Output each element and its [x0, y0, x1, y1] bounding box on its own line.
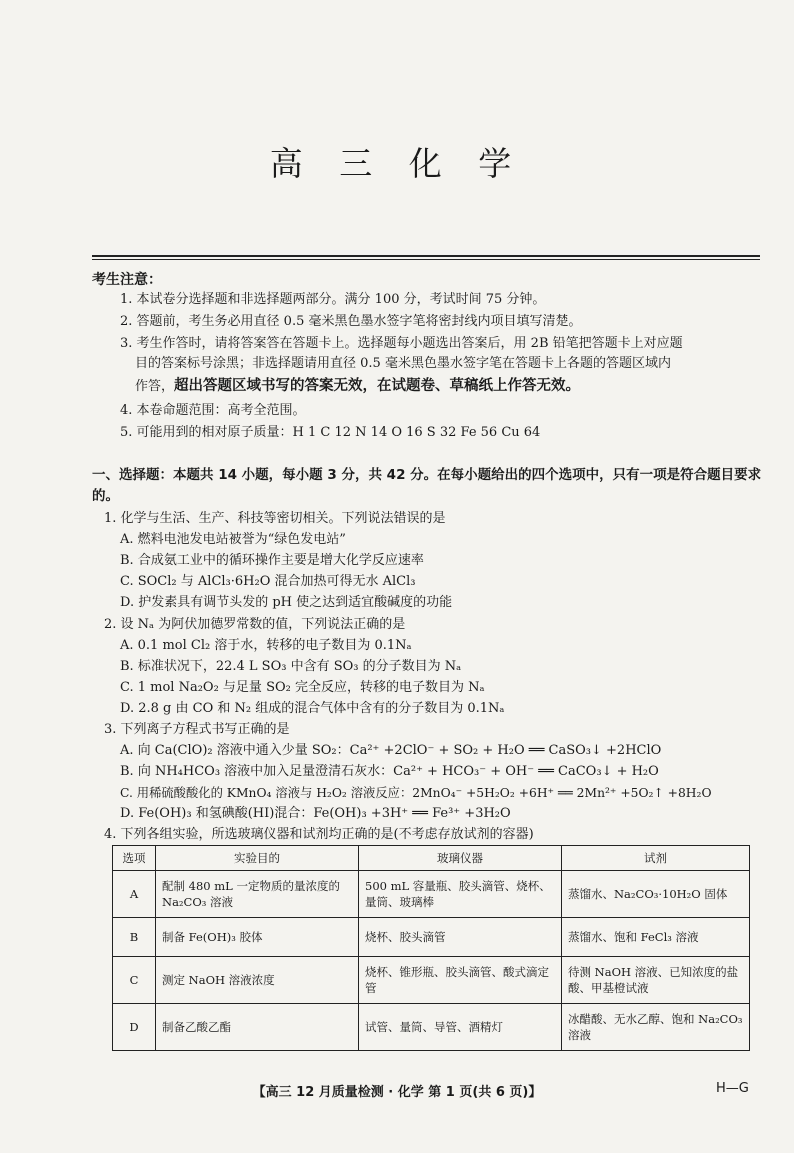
notice-item-2: 2. 答题前，考生务必用直径 0.5 毫米黑色墨水签字笔将密封线内项目填写清楚。	[120, 314, 582, 329]
table-cell: 蒸馏水、Na₂CO₃·10H₂O 固体	[562, 871, 750, 918]
q4-stem: 4. 下列各组实验，所选玻璃仪器和试剂均正确的是(不考虑存放试剂的容器)	[104, 827, 534, 842]
table-cell: 制备 Fe(OH)₃ 胶体	[156, 918, 359, 957]
section-heading: 一、选择题：本题共 14 小题，每小题 3 分，共 42 分。在每小题给出的四个选项中，只有一项是符合题目要求的。	[92, 467, 762, 504]
q2-option-a: A. 0.1 mol Cl₂ 溶于水，转移的电子数目为 0.1Nₐ	[120, 638, 412, 653]
table-cell: 冰醋酸、无水乙醇、饱和 Na₂CO₃ 溶液	[562, 1004, 750, 1051]
q4-options-table	[112, 845, 750, 1051]
q1-option-a: A. 燃料电池发电站被誉为“绿色发电站”	[120, 532, 346, 547]
table-cell: 试管、量筒、导管、酒精灯	[359, 1004, 562, 1051]
notice-item-3-tail-text: 作答，	[135, 379, 175, 394]
header-rule	[92, 255, 760, 257]
table-cell: 制备乙酸乙酯	[156, 1004, 359, 1051]
table-cell: D	[113, 1004, 156, 1051]
table-cell: 500 mL 容量瓶、胶头滴管、烧杯、量筒、玻璃棒	[359, 871, 562, 918]
notice-item-3-bold: 超出答题区域书写的答案无效，在试题卷、草稿纸上作答无效。	[174, 378, 581, 394]
table-header-purpose: 实验目的	[156, 846, 359, 871]
q2-option-b: B. 标准状况下，22.4 L SO₃ 中含有 SO₃ 的分子数目为 Nₐ	[120, 659, 462, 674]
q2-option-c: C. 1 mol Na₂O₂ 与足量 SO₂ 完全反应，转移的电子数目为 Nₐ	[120, 680, 485, 695]
table-header-option: 选项	[113, 846, 156, 871]
q3-option-a: A. 向 Ca(ClO)₂ 溶液中通入少量 SO₂：Ca²⁺ +2ClO⁻ + SO₂ + H₂O ══ CaSO₃↓ +2HClO	[120, 743, 662, 758]
q3-option-c: C. 用稀硫酸酸化的 KMnO₄ 溶液与 H₂O₂ 溶液反应：2MnO₄⁻ +5H₂O₂ +6H⁺ ══ 2Mn²⁺ +5O₂↑ +8H₂O	[120, 786, 712, 800]
q1-stem: 1. 化学与生活、生产、科技等密切相关。下列说法错误的是	[104, 511, 446, 526]
table-cell: B	[113, 918, 156, 957]
table-cell: 配制 480 mL 一定物质的量浓度的 Na₂CO₃ 溶液	[156, 871, 359, 918]
table-row	[113, 871, 750, 918]
table-row	[113, 1004, 750, 1051]
q3-stem: 3. 下列离子方程式书写正确的是	[104, 722, 290, 737]
table-cell: 测定 NaOH 溶液浓度	[156, 957, 359, 1004]
q2-stem: 2. 设 Nₐ 为阿伏加德罗常数的值，下列说法正确的是	[104, 617, 406, 632]
paper-code: H—G	[716, 1081, 749, 1096]
notice-item-4: 4. 本卷命题范围：高考全范围。	[120, 403, 306, 418]
notice-heading: 考生注意：	[92, 272, 162, 288]
q2-option-d: D. 2.8 g 由 CO 和 N₂ 组成的混合气体中含有的分子数目为 0.1Nₐ	[120, 701, 505, 716]
table-header-reagents: 试剂	[562, 846, 750, 871]
page-footer: 【高三 12 月质量检测 · 化学 第 1 页(共 6 页)】	[252, 1085, 542, 1100]
table-header-glassware: 玻璃仪器	[359, 846, 562, 871]
notice-item-3: 3. 考生作答时，请将答案答在答题卡上。选择题每小题选出答案后，用 2B 铅笔把答题卡上对应题	[120, 336, 683, 351]
table-cell: 烧杯、锥形瓶、胶头滴管、酸式滴定管	[359, 957, 562, 1004]
notice-item-5: 5. 可能用到的相对原子质量：H 1 C 12 N 14 O 16 S 32 Fe 56 Cu 64	[120, 425, 541, 440]
table-row	[113, 918, 750, 957]
table-header-row	[113, 846, 750, 871]
q3-option-b: B. 向 NH₄HCO₃ 溶液中加入足量澄清石灰水：Ca²⁺ + HCO₃⁻ + OH⁻ ══ CaCO₃↓ + H₂O	[120, 764, 659, 779]
q1-option-b: B. 合成氨工业中的循环操作主要是增大化学反应速率	[120, 553, 424, 568]
q3-option-d: D. Fe(OH)₃ 和氢碘酸(HI)混合：Fe(OH)₃ +3H⁺ ══ Fe³⁺ +3H₂O	[120, 806, 511, 821]
header-rule-thin	[92, 259, 760, 260]
table-cell: 待测 NaOH 溶液、已知浓度的盐酸、甲基橙试液	[562, 957, 750, 1004]
table-cell: 烧杯、胶头滴管	[359, 918, 562, 957]
table-cell: A	[113, 871, 156, 918]
q1-option-c: C. SOCl₂ 与 AlCl₃·6H₂O 混合加热可得无水 AlCl₃	[120, 574, 416, 589]
notice-item-1: 1. 本试卷分选择题和非选择题两部分。满分 100 分，考试时间 75 分钟。	[120, 292, 546, 307]
page-title: 高 三 化 学	[269, 144, 525, 183]
notice-item-3-tail	[135, 377, 580, 396]
q1-option-d: D. 护发素具有调节头发的 pH 使之达到适宜酸碱度的功能	[120, 595, 453, 610]
table-row	[113, 957, 750, 1004]
table-cell: C	[113, 957, 156, 1004]
table-cell: 蒸馏水、饱和 FeCl₃ 溶液	[562, 918, 750, 957]
notice-item-3-cont: 目的答案标号涂黑；非选择题请用直径 0.5 毫米黑色墨水签字笔在答题卡上各题的答题区域内	[135, 356, 671, 371]
